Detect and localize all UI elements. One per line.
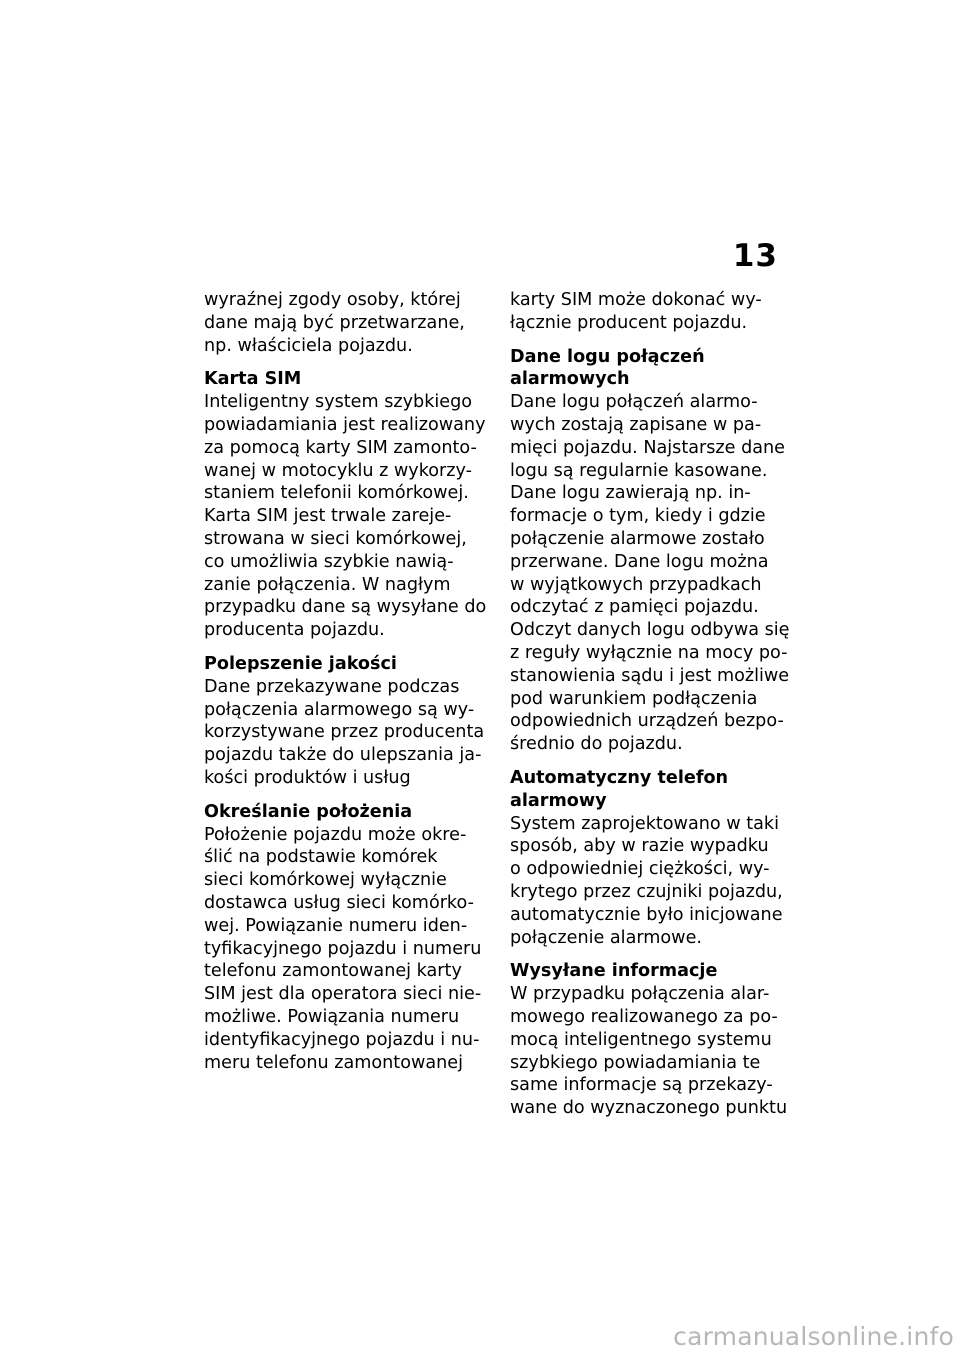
text-line: wyraźnej zgody osoby, której xyxy=(204,290,461,310)
text-line: Dane logu połączeń alarmo- xyxy=(510,392,758,413)
text-line: możliwe. Powiązania numeru xyxy=(204,1006,460,1027)
text-line: wane do wyznaczonego punktu xyxy=(510,1098,788,1119)
text-line: meru telefonu zamontowanej xyxy=(204,1052,463,1073)
text-line: System zaprojektowano w taki xyxy=(510,813,779,834)
section-heading: Polepszenie jakości xyxy=(204,653,397,674)
text-line: przypadku dane są wysyłane do xyxy=(204,597,487,618)
text-line: Położenie pojazdu może okre- xyxy=(204,824,467,845)
text-line: o odpowiedniej ciężkości, wy- xyxy=(510,859,770,880)
page-number: 13 xyxy=(732,238,778,274)
text-line: Odczyt danych logu odbywa się xyxy=(510,620,790,641)
text-line: szybkiego powiadamiania te xyxy=(510,1052,761,1073)
text-line: zanie połączenia. W nagłym xyxy=(204,574,451,595)
section-heading: Automatyczny telefon xyxy=(510,767,729,788)
text-line: dostawca usług sieci komórko- xyxy=(204,892,474,913)
text-line: ślić na podstawie komórek xyxy=(204,847,438,868)
text-line: identyfikacyjnego pojazdu i nu- xyxy=(204,1029,480,1050)
text-line: wych zostają zapisane w pa- xyxy=(510,414,762,435)
paragraph xyxy=(204,653,494,790)
text-line: powiadamiania jest realizowany xyxy=(204,414,486,435)
text-line: telefonu zamontowanej karty xyxy=(204,961,462,982)
text-line: stanowienia sądu i jest możliwe xyxy=(510,665,790,686)
text-line: Inteligentny system szybkiego xyxy=(204,392,473,413)
section-heading: alarmowy xyxy=(510,790,607,811)
text-line: strowana w sieci komórkowej, xyxy=(204,528,467,549)
paragraph xyxy=(204,289,494,357)
text-line: Dane logu zawierają np. in- xyxy=(510,483,751,504)
text-line: łącznie producent pojazdu. xyxy=(510,312,748,333)
text-line: wanej w motocyklu z wykorzy- xyxy=(204,460,472,481)
text-line: w wyjątkowych przypadkach xyxy=(510,574,762,595)
section-heading: Dane logu połączeń xyxy=(510,346,705,367)
text-line: np. właściciela pojazdu. xyxy=(204,335,413,356)
text-line: kości produktów i usług xyxy=(204,767,411,788)
text-line: mięci pojazdu. Najstarsze dane xyxy=(510,437,785,458)
text-line: Karta SIM jest trwale zareje- xyxy=(204,506,452,527)
text-line: pod warunkiem podłączenia xyxy=(510,688,758,709)
text-line: producenta pojazdu. xyxy=(204,620,385,641)
text-line: połączenia alarmowego są wy- xyxy=(204,699,475,720)
paragraph xyxy=(510,289,782,335)
watermark-text: carmanualsonline.info xyxy=(673,1322,954,1351)
paragraph xyxy=(510,960,788,1120)
text-line: średnio do pojazdu. xyxy=(510,734,683,755)
text-line: odpowiednich urządzeń bezpo- xyxy=(510,711,784,732)
text-line: wej. Powiązanie numeru iden- xyxy=(204,915,468,936)
section-heading: alarmowych xyxy=(510,369,630,390)
text-line: automatycznie było inicjowane xyxy=(510,904,783,925)
text-line: tyfikacyjnego pojazdu i numeru xyxy=(204,938,482,959)
paragraph xyxy=(204,368,494,642)
text-line: Dane przekazywane podczas xyxy=(204,676,460,697)
text-line: sposób, aby w razie wypadku xyxy=(510,836,769,857)
text-line: dane mają być przetwarzane, xyxy=(204,312,465,333)
text-line: W przypadku połączenia alar- xyxy=(510,984,770,1005)
section-heading: Określanie położenia xyxy=(204,801,413,822)
text-line: przerwane. Dane logu można xyxy=(510,551,769,572)
left-text-column xyxy=(204,289,494,1085)
paragraph xyxy=(510,346,790,756)
text-line: odczytać z pamięci pojazdu. xyxy=(510,597,759,618)
text-line: same informacje są przekazy- xyxy=(510,1075,773,1096)
text-line: krytego przez czujniki pojazdu, xyxy=(510,881,783,902)
text-line: połączenie alarmowe. xyxy=(510,927,702,948)
section-heading: Wysyłane informacje xyxy=(510,961,718,982)
text-line: korzystywane przez producenta xyxy=(204,722,485,743)
right-text-column xyxy=(510,289,790,1131)
text-line: mocą inteligentnego systemu xyxy=(510,1029,772,1050)
text-line: co umożliwia szybkie nawią- xyxy=(204,551,454,572)
text-line: sieci komórkowej wyłącznie xyxy=(204,870,447,891)
text-line: SIM jest dla operatora sieci nie- xyxy=(204,984,482,1005)
text-line: formacje o tym, kiedy i gdzie xyxy=(510,506,766,527)
text-line: mowego realizowanego za po- xyxy=(510,1006,778,1027)
paragraph xyxy=(204,801,494,1075)
paragraph xyxy=(510,767,782,949)
text-line: pojazdu także do ulepszania ja- xyxy=(204,745,482,766)
text-line: staniem telefonii komórkowej. xyxy=(204,483,469,504)
text-line: karty SIM może dokonać wy- xyxy=(510,290,762,310)
section-heading: Karta SIM xyxy=(204,369,302,390)
text-line: za pomocą karty SIM zamonto- xyxy=(204,437,477,458)
text-line: połączenie alarmowe zostało xyxy=(510,528,765,549)
text-line: z reguły wyłącznie na mocy po- xyxy=(510,642,788,663)
text-line: logu są regularnie kasowane. xyxy=(510,460,768,481)
